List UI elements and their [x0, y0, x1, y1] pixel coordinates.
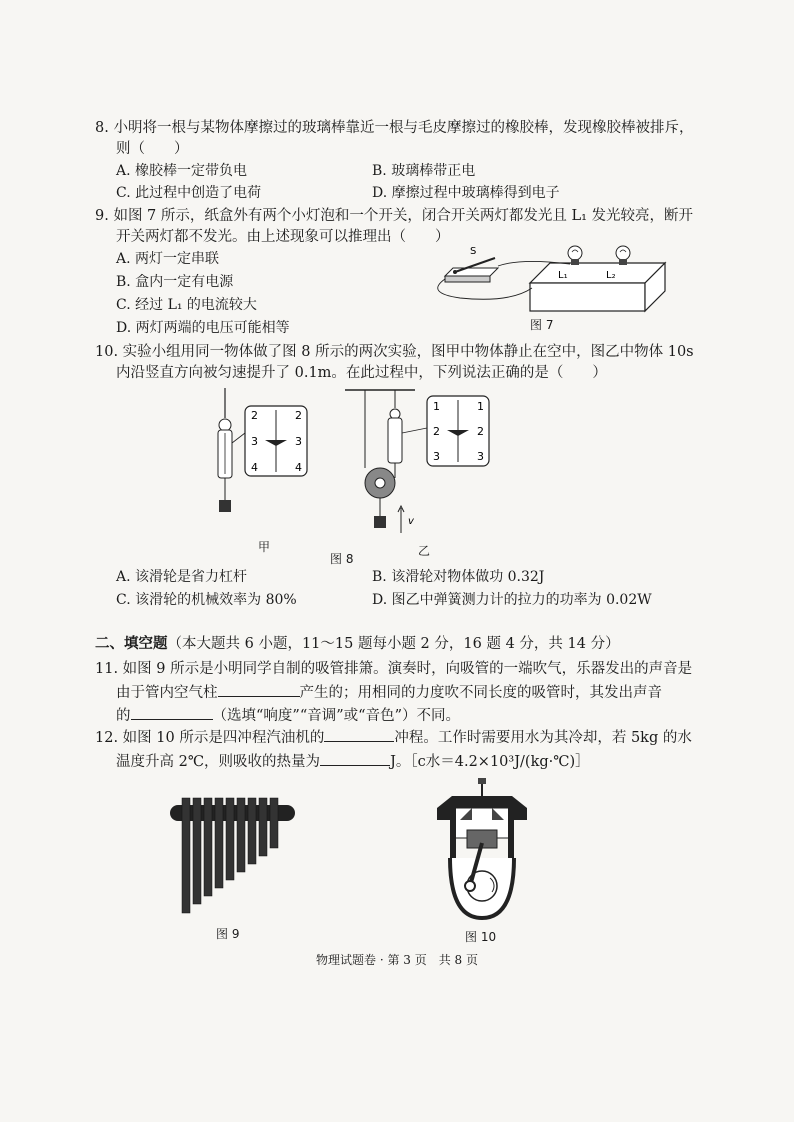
section-2-title: 二、填空题 — [95, 635, 168, 652]
q9-option-b: B. 盒内一定有电源 — [116, 274, 234, 290]
figure-7-caption: 图 7 — [530, 318, 554, 332]
label-l1: L₁ — [558, 270, 568, 281]
q12-line1-prefix: 12. 如图 10 所示是四冲程汽油机的 — [95, 730, 325, 746]
q10-option-b: B. 该滑轮对物体做功 0.32J — [372, 569, 545, 585]
velocity-label: v — [408, 516, 414, 527]
figure-10-engine — [432, 778, 532, 926]
q11-line2-suffix: 产生的；用相同的力度吹不同长度的吸管时，其发出声音 — [299, 685, 662, 701]
q11-stem-line2 — [116, 682, 662, 703]
q9-option-d: D. 两灯两端的电压可能相等 — [116, 320, 290, 336]
figure-8-caption: 图 8 — [330, 552, 354, 566]
q11-stem-line1: 11. 如图 9 所示是小明同学自制的吸管排箫。演奏时，向吸管的一端吹气，乐器发出的声音是 — [95, 661, 693, 677]
spring-scale-jia-icon — [218, 388, 232, 512]
q11-line3-suffix: （选填“响度”“音调”或“音色”）不同。 — [212, 708, 460, 724]
scale-jia-3-right: 3 — [295, 435, 302, 448]
pulley-icon — [365, 468, 395, 528]
figure-9-pan-pipes — [160, 793, 310, 918]
q8-option-b: B. 玻璃棒带正电 — [372, 163, 476, 179]
scale-yi-2-left: 2 — [433, 425, 440, 438]
section-2-header — [95, 634, 620, 654]
scale-yi-1-right: 1 — [477, 400, 484, 413]
figure-8-label-yi: 乙 — [418, 544, 431, 558]
q10-option-c: C. 该滑轮的机械效率为 80% — [116, 592, 297, 608]
scale-yi-3-left: 3 — [433, 450, 440, 463]
scale-jia-2-left: 2 — [251, 409, 258, 422]
scale-jia-4-left: 4 — [251, 461, 258, 474]
q8-stem-line2: 则（ ） — [116, 141, 189, 157]
section-2-desc: （本大题共 6 小题，11～15 题每小题 2 分，16 题 4 分，共 14 分） — [167, 636, 620, 652]
q10-stem-line1: 10. 实验小组用同一物体做了图 8 所示的两次实验，图甲中物体静止在空中，图乙中物体 10s — [95, 344, 694, 360]
q12-line1-suffix: 冲程。工作时需要用水为其冷却，若 5kg 的水 — [394, 730, 692, 746]
scale-yi-3-right: 3 — [477, 450, 484, 463]
q12-stem-line1 — [95, 727, 692, 748]
q11-stem-line3 — [116, 705, 460, 726]
q9-stem-line1: 9. 如图 7 所示，纸盒外有两个小灯泡和一个开关，闭合开关两灯都发光且 L₁ 发光较亮，断开 — [95, 208, 694, 224]
q8-stem-line1: 8. 小明将一根与某物体摩擦过的玻璃棒靠近一根与毛皮摩擦过的橡胶棒，发现橡胶棒被排斥， — [95, 120, 694, 136]
q11-line2-prefix: 由于管内空气柱 — [116, 685, 218, 701]
q9-option-c: C. 经过 L₁ 的电流较大 — [116, 297, 257, 313]
scale-yi-1-left: 1 — [433, 400, 440, 413]
scale-jia-4-right: 4 — [295, 461, 302, 474]
switch-icon — [445, 258, 498, 282]
scale-jia-3-left: 3 — [251, 435, 258, 448]
q11-blank-1[interactable] — [218, 682, 300, 697]
q12-line2-suffix: J。［c水＝4.2×10³J/(kg·℃)］ — [390, 754, 590, 770]
q9-stem-line2: 开关两灯都不发光。由上述现象可以推理出（ ） — [116, 229, 450, 245]
q8-option-a: A. 橡胶棒一定带负电 — [116, 163, 248, 179]
figure-8-label-jia: 甲 — [258, 540, 271, 554]
q12-blank-1[interactable] — [324, 727, 394, 742]
q10-option-d: D. 图乙中弹簧测力计的拉力的功率为 0.02W — [372, 592, 652, 608]
scale-jia-2-right: 2 — [295, 409, 302, 422]
q12-blank-2[interactable] — [320, 751, 390, 766]
page-footer: 物理试题卷 · 第 3 页 共 8 页 — [316, 953, 478, 967]
figure-10-caption: 图 10 — [465, 930, 497, 944]
spring-scale-yi-icon — [388, 390, 402, 478]
q11-blank-2[interactable] — [131, 705, 213, 720]
q9-option-a: A. 两灯一定串联 — [116, 251, 220, 267]
q11-line3-prefix: 的 — [116, 708, 131, 724]
q10-option-a: A. 该滑轮是省力杠杆 — [116, 569, 248, 585]
label-switch: S — [470, 246, 477, 257]
scale-yi-2-right: 2 — [477, 425, 484, 438]
q10-stem-line2: 内沿竖直方向被匀速提升了 0.1m。在此过程中，下列说法正确的是（ ） — [116, 365, 607, 381]
figure-8-pulley — [205, 388, 515, 543]
bulb-l2-icon — [616, 246, 630, 265]
q12-stem-line2 — [116, 751, 590, 772]
figure-9-caption: 图 9 — [216, 927, 240, 941]
q12-line2-prefix: 温度升高 2℃，则吸收的热量为 — [116, 754, 321, 770]
label-l2: L₂ — [606, 270, 616, 281]
q8-option-c: C. 此过程中创造了电荷 — [116, 185, 262, 201]
bulb-l1-icon — [568, 246, 582, 265]
q8-option-d: D. 摩擦过程中玻璃棒得到电子 — [372, 185, 560, 201]
